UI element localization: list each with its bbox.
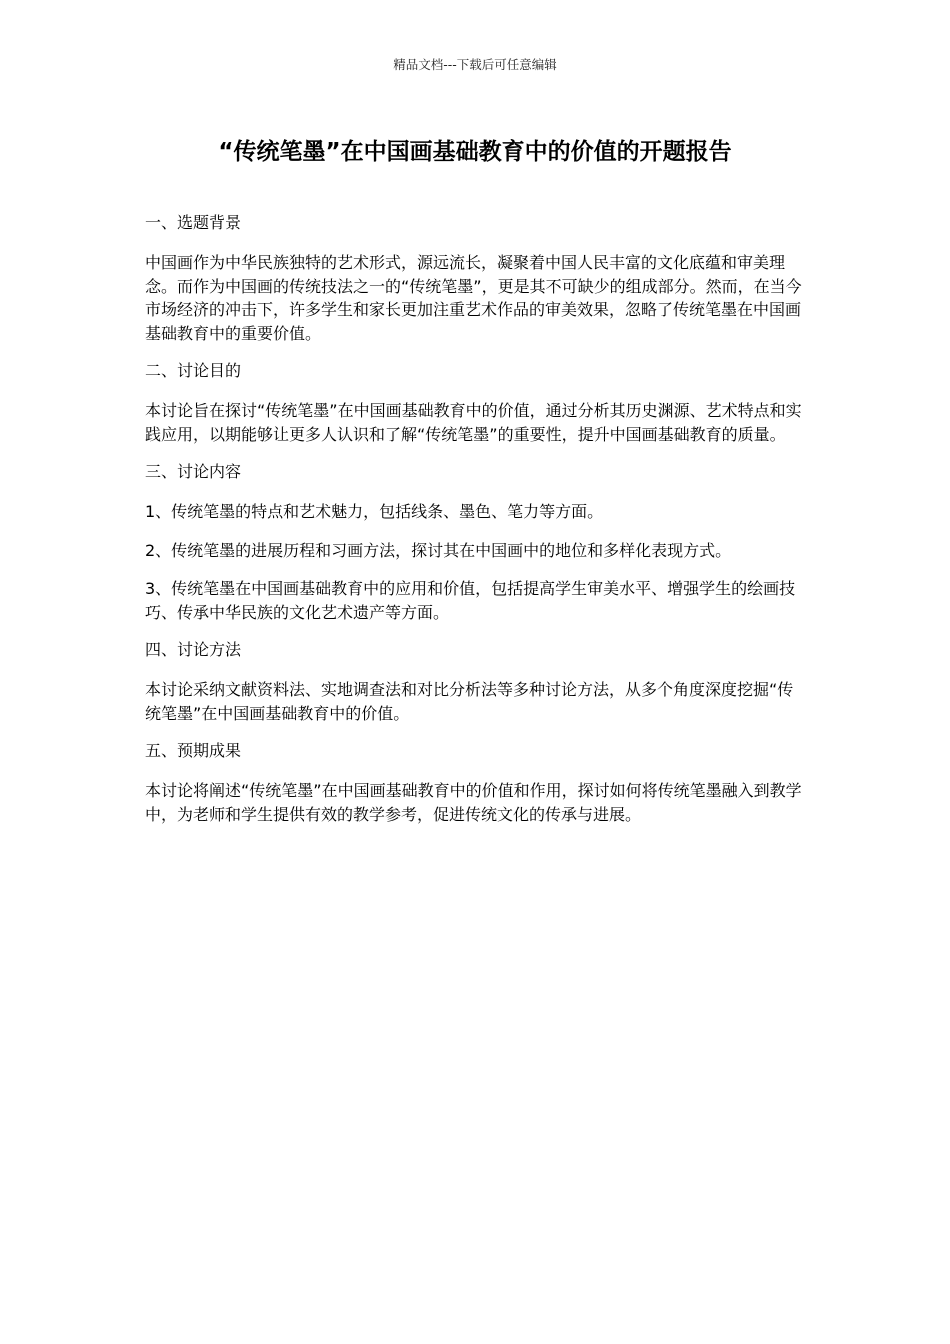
- section-purpose: [145, 360, 807, 446]
- section-heading: 二、讨论目的: [145, 361, 242, 380]
- list-item: 2、传统笔墨的进展历程和习画方法，探讨其在中国画中的地位和多样化表现方式。: [145, 540, 732, 560]
- paragraph: 本讨论旨在探讨“传统笔墨”在中国画基础教育中的价值，通过分析其历史渊源、艺术特点和实践应用，以期能够让更多人认识和了解“传统笔墨”的重要性，提升中国画基础教育的质量。: [145, 401, 802, 444]
- document-body: [145, 212, 807, 841]
- page-header: 精品文档---下载后可任意编辑: [393, 57, 557, 72]
- document-title: “传统笔墨”在中国画基础教育中的价值的开题报告: [218, 139, 732, 165]
- section-heading: 五、预期成果: [145, 741, 242, 760]
- section-heading: 一、选题背景: [145, 213, 242, 232]
- paragraph: 本讨论将阐述“传统笔墨”在中国画基础教育中的价值和作用，探讨如何将传统笔墨融入到教学中，为老师和学生提供有效的教学参考，促进传统文化的传承与进展。: [145, 781, 802, 824]
- list-item: 3、传统笔墨在中国画基础教育中的应用和价值，包括提高学生审美水平、增强学生的绘画技巧、传承中华民族的文化艺术遗产等方面。: [145, 579, 796, 622]
- section-heading: 三、讨论内容: [145, 462, 242, 481]
- paragraph: 中国画作为中华民族独特的艺术形式，源远流长，凝聚着中国人民丰富的文化底蕴和审美理念。而作为中国画的传统技法之一的“传统笔墨”，更是其不可缺少的组成部分。然而，在当今市场经济的冲击下，许多学生和家长更加注重艺术作品的审美效果，忽略了传统笔墨在中国画基础教育中的重要价值。: [145, 253, 802, 343]
- paragraph: 本讨论采纳文献资料法、实地调查法和对比分析法等多种讨论方法，从多个角度深度挖掘“传统笔墨”在中国画基础教育中的价值。: [145, 680, 794, 723]
- list-item: 1、传统笔墨的特点和艺术魅力，包括线条、墨色、笔力等方面。: [145, 502, 604, 521]
- section-content: [145, 461, 807, 624]
- section-background: [145, 212, 807, 345]
- section-expected-results: [145, 740, 807, 826]
- section-heading: 四、讨论方法: [145, 640, 242, 659]
- section-method: [145, 639, 807, 725]
